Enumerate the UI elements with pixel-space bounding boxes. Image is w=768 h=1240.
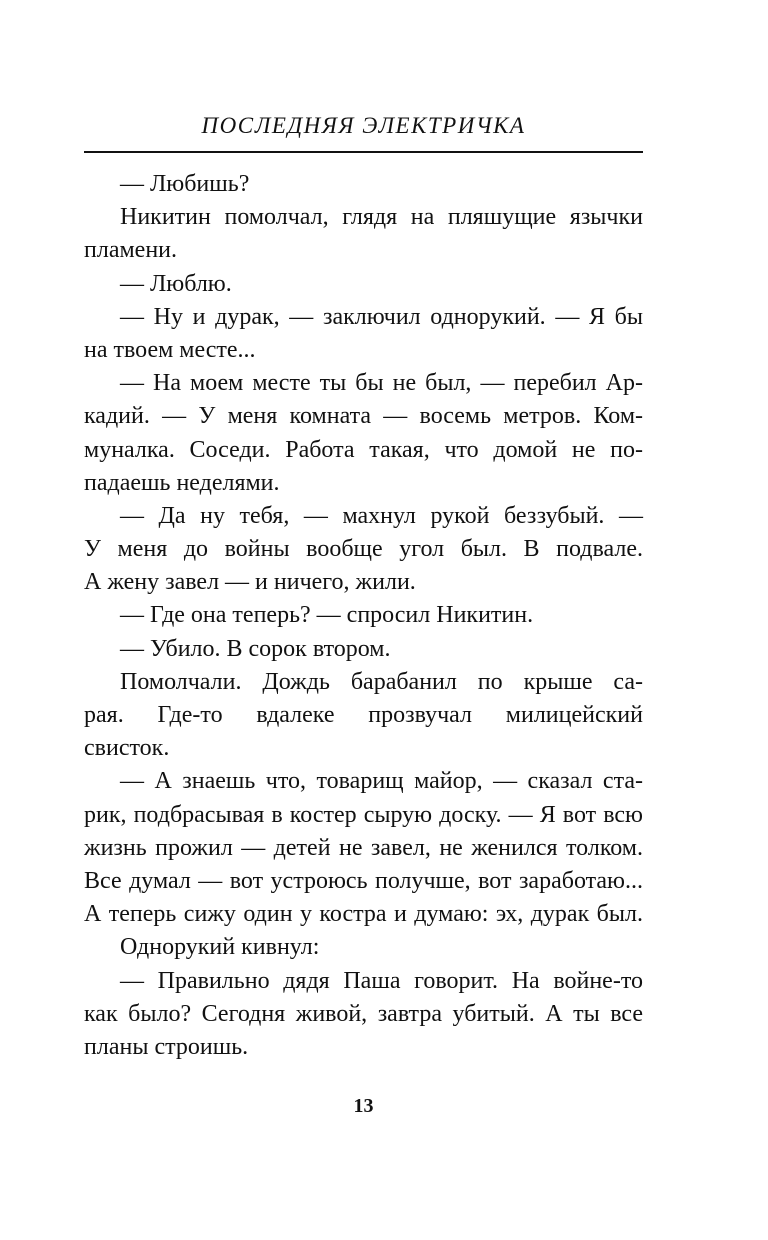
text-line: свисток. xyxy=(84,735,170,762)
text-line: — Любишь? xyxy=(120,171,250,197)
text-line: — А знаешь что, товарищ майор, — сказал ста- xyxy=(120,768,643,795)
text-line: планы строишь. xyxy=(84,1033,249,1060)
text-line: как было? Сегодня живой, завтра убитый. А ты все xyxy=(84,1000,643,1027)
text-line: Однорукий кивнул: xyxy=(120,934,320,961)
text-line: — Ну и дурак, — заключил однорукий. — Я бы xyxy=(120,303,643,330)
text-line: рая. Где-то вдалеке прозвучал милицейский xyxy=(84,702,643,728)
text-line: на твоем месте... xyxy=(84,336,256,363)
text-line: рик, подбрасывая в костер сырую доску. — Я вот всю xyxy=(84,801,643,828)
text-line: Никитин помолчал, глядя на пляшущие язычки xyxy=(120,204,643,231)
text-line: — Да ну тебя, — махнул рукой беззубый. — xyxy=(120,502,643,529)
running-title: ПОСЛЕДНЯЯ ЭЛЕКТРИЧКА xyxy=(201,113,526,138)
text-line: падаешь неделями. xyxy=(84,469,280,496)
text-line: жизнь прожил — детей не завел, не женился толком. xyxy=(84,834,643,861)
text-line: А теперь сижу один у костра и думаю: эх, дурак был. xyxy=(84,901,643,928)
text-line: — Где она теперь? — спросил Никитин. xyxy=(120,602,534,629)
text-line: муналка. Соседи. Работа такая, что домой не по- xyxy=(84,436,643,463)
text-line: — Правильно дядя Паша говорит. На войне-то xyxy=(120,967,643,994)
text-line: пламени. xyxy=(84,237,177,264)
header-rule xyxy=(84,151,643,153)
text-line: — Люблю. xyxy=(120,270,232,297)
text-line: — Убило. В сорок втором. xyxy=(120,635,391,662)
page-number: 13 xyxy=(353,1095,374,1117)
text-line: А жену завел — и ничего, жили. xyxy=(84,569,416,596)
text-line: У меня до войны вообще угол был. В подвале. xyxy=(84,536,643,563)
text-line: — На моем месте ты бы не был, — перебил Ар- xyxy=(120,370,643,397)
text-line: Помолчали. Дождь барабанил по крыше са- xyxy=(120,668,643,695)
text-line: кадий. — У меня комната — восемь метров. Ком- xyxy=(84,403,643,430)
text-line: Все думал — вот устроюсь получше, вот заработаю... xyxy=(84,867,643,894)
page-text xyxy=(84,168,643,1064)
